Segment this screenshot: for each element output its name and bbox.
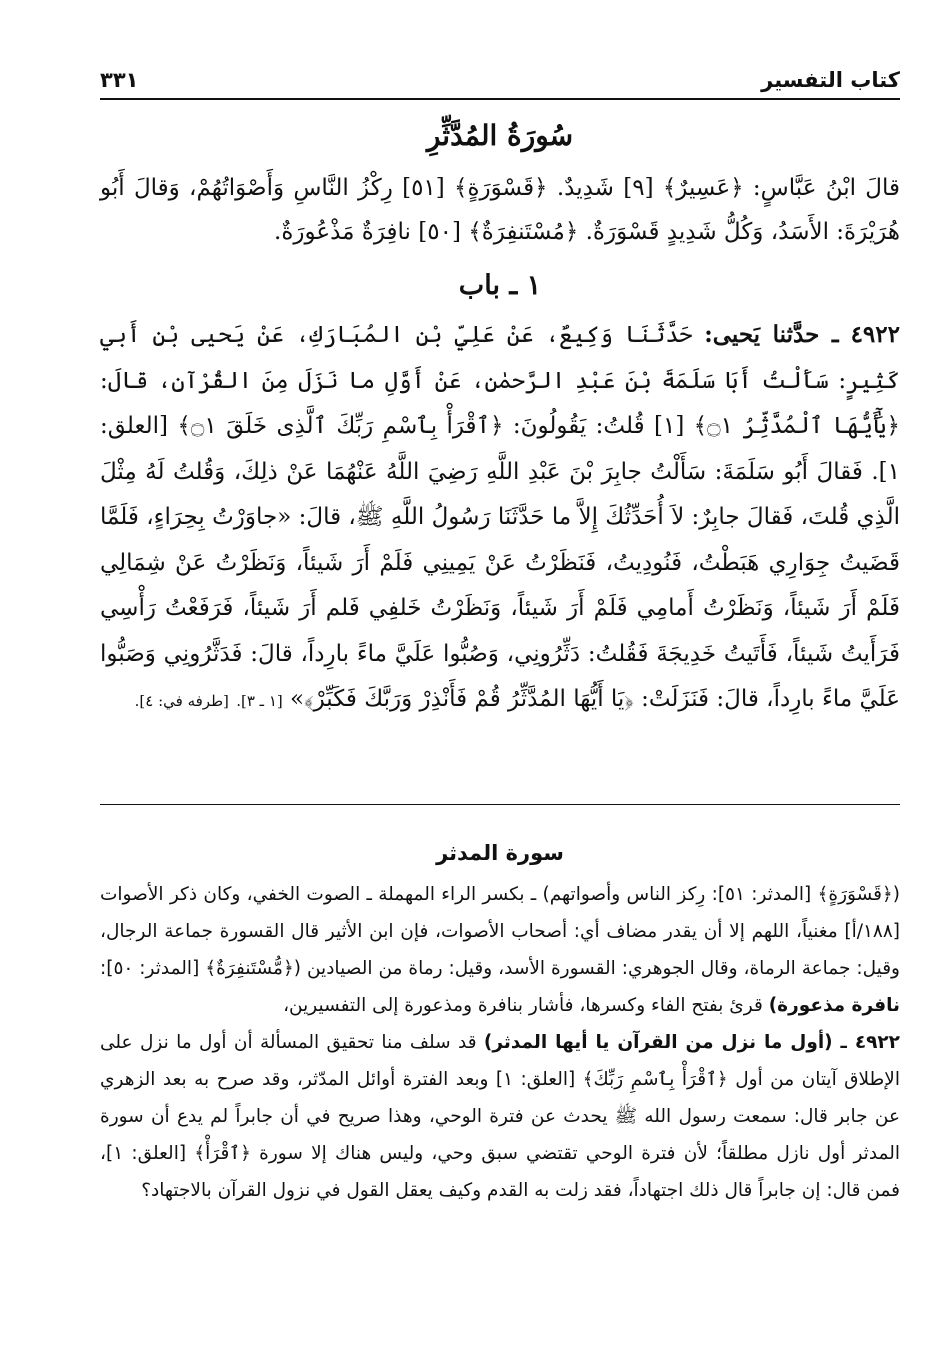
- page-number: ٣٣١: [100, 68, 139, 92]
- hadith-tarafuhu: [طرفه في: ٤].: [134, 692, 229, 710]
- chapter-title: ١ ـ باب: [458, 270, 542, 301]
- main-text: [100, 116, 900, 725]
- hadith-number: ٤٩٢٢: [850, 321, 900, 348]
- commentary-p1-text: (﴿قَسْوَرَةٍ﴾ [المدثر: ٥١]: رِكز الناس وأصواتهم) ـ بكسر الراء المهملة ـ الصوت الخفي، وكان ذكر الأصوات [١٨٨/أ] مغنياً، اللهم إلا أن يقدر مضاف أي: أصحاب الأصوات، فإن ابن الأثير قال القسورة جماعة الرجال، وقيل: جماعة الرماة، وقال الجوهري: القسورة الأسد، وقيل: رماة من الصيادين (﴿مُّسْتَنفِرَةٌ﴾ [المدثر: ٥٠]:: [100, 884, 900, 979]
- footnote-divider: [100, 804, 900, 805]
- page: [100, 56, 900, 725]
- commentary-p2-text: قد سلف منا تحقيق المسألة أن أول ما نزل على الإطلاق آيتان من أول ﴿ٱقْرَأْ بِٱسْمِ رَبِّكَ﴾ [العلق: ١] وبعد الفترة أوائل المدّثر، وقد صرح به بعد الزهري عن جابر قال: سمعت رسول الله ﷺ يحدث عن فترة الوحي، وهذا صريح في أن جابراً لم يدع أن سورة المدثر أول نازل مطلقاً؛ لأن فترة الوحي تقتضي سبق وحي، وليس هناك إلا سورة ﴿ٱقْرَأْ﴾ [العلق: ١]، فمن قال: إن جابراً قال ذلك اجتهاداً، فقد زلت به القدم وكيف يعقل القول في نزول القرآن بالاجتهاد؟: [100, 1032, 900, 1201]
- commentary-p1-bold: نافرة مذعورة): [768, 995, 900, 1016]
- hadith-lead: ـ حدَّثنا يَحيى:: [704, 321, 839, 348]
- hadith-verse-ref: [١ ـ ٣].: [236, 692, 283, 710]
- hadith-body: حَدَّثَنَا وَكِيعٌ، عَنْ عَلِيِّ بْنِ المُبَارَكِ، عَنْ يَحيى بْنِ أَبي كَثِيرٍ: سَأَلْتُ أَبَا سَلَمَةَ بْنَ عَبْدِ الرَّحمٰنِ، عَنْ أَوَّلِ ما نَزَلَ مِنَ القُرْآنِ، قالَ: ﴿يَٰٓأَيُّهَا ٱلْمُدَّثِّرُ ۝١﴾ [١] قُلتُ: يَقُولُونَ: ﴿ٱقْرَأْ بِٱسْمِ رَبِّكَ ٱلَّذِى خَلَقَ ۝١﴾ [العلق: ١]. فَقالَ أَبُو سَلَمَةَ: سَأَلْتُ جابِرَ بْنَ عَبْدِ اللَّهِ رَضِيَ اللَّهُ عَنْهُمَا عَنْ ذلِكَ، وَقُلتُ لَهُ مِثْلَ الَّذِي قُلتَ، فَقالَ جابِرٌ: لاَ أُحَدِّثُكَ إِلاَّ ما حَدَّثَنَا رَسُولُ اللَّهِ ﷺ، قالَ: «جاوَرْتُ بِحِرَاءٍ، فَلَمَّا قَضَيتُ جِوَارِي هَبَطْتُ، فَنُودِيتُ، فَنَظَرْتُ عَنْ يَمِينِي فَلَمْ أَرَ شَيئاً، وَنَظَرْتُ عَنْ شِمَالِي فَلَمْ أَرَ شَيئاً، وَنَظَرْتُ أَمامِي فَلَمْ أَرَ شَيئاً، وَنَظَرْتُ خَلفِي فَلم أَرَ شَيئاً، فَرَفَعْتُ رَأْسِي فَرَأَيتُ شَيئاً، فَأَتَيتُ خَدِيجَةَ فَقُلتُ: دَثِّرُونِي، وَصُبُّوا عَلَيَّ ماءً بارِداً، قالَ: فَدَثَّرُونِي وَصَبُّوا عَلَيَّ ماءً بارِداً، قالَ: فَنَزَلَتْ: ﴿يَا أَيُّهَا المُدَّثِّرُ قُمْ فَأَنْذِرْ وَرَبَّكَ فَكَبِّرْ﴾»: [100, 322, 900, 712]
- commentary-paragraph-1: [100, 876, 900, 1024]
- surah-intro: قالَ ابْنُ عَبَّاسٍ: ﴿عَسِيرٌ﴾ [٩] شَدِيدٌ. ﴿قَسْوَرَةٍ﴾ [٥١] رِكْزُ النَّاسِ وَأَصْوَاتُهُمْ، وَقالَ أَبُو هُرَيْرَةَ: الأَسَدُ، وَكُلُّ شَدِيدٍ قَسْوَرَةٌ. ﴿مُسْتَنفِرَةٌ﴾ [٥٠] نافِرَةٌ مَذْعُورَةٌ.: [100, 175, 900, 245]
- commentary-paragraph-2: [100, 1024, 900, 1209]
- surah-title: سُورَةُ المُدَّثِّرِ: [426, 119, 574, 152]
- commentary-title: سورة المدثر: [436, 841, 564, 865]
- hadith-4922: [100, 312, 900, 725]
- commentary-p1-end: قرئ بفتح الفاء وكسرها، فأشار بنافرة ومذعورة إلى التفسيرين،: [283, 995, 763, 1016]
- running-head: [100, 56, 900, 100]
- commentary: [100, 836, 900, 1209]
- commentary-p2-lead: ٤٩٢٢ ـ (أول ما نزل من القرآن يا أيها المدثر): [483, 1032, 900, 1053]
- book-title: كتاب التفسير: [761, 68, 900, 92]
